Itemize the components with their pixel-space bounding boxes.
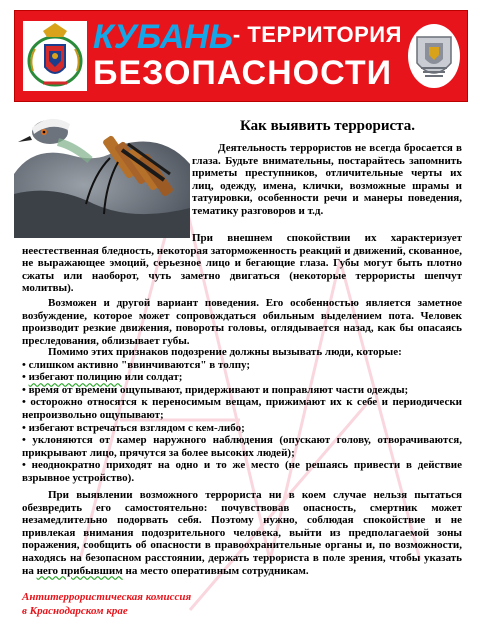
list-item: • осторожно относятся к переносимым вещам, прижимают их к себе и периодически непроизвольно ощупывают;: [22, 396, 462, 421]
paragraph-5: При выявлении возможного террориста ни в коем случае нельзя пытаться обезвредить его самостоятельно: почувствовав опасность, смертник может незамедлительно подорвать себя. Поэтому нужно, соблюдая спокойствие и не привлекая внимания подозрительного человека, выйти из предполагаемой зоны поражения, сообщить об опасности в правоохранительные органы и, по возможности, находясь на безопасном расстоянии, держать террориста в поле зрения, чтобы указать на него прибывшим на место оперативным сотрудникам.: [22, 489, 462, 577]
footer-line2: в Краснодарском крае: [22, 605, 128, 617]
kuban-coat-of-arms-icon: [23, 21, 87, 91]
banner-title-line1: КУБАНЬ- ТЕРРИТОРИЯ: [93, 18, 402, 56]
signs-list: [22, 346, 462, 485]
signs-list-lead: Помимо этих признаков подозрение должны вызывать люди, которые:: [48, 346, 402, 358]
list-item: • неоднократно приходят на одно и то же место (не решаясь привести в действие взрывное устройство).: [22, 459, 462, 484]
paragraph-3: Возможен и другой вариант поведения. Его особенностью является заметное возбуждение, которое может сопровождаться обильным выделением пота. Человек производит резкие движения, повороты головы, оглядывается назад, как бы опасаясь преследования, облизывает губы.: [22, 297, 462, 347]
list-item: • избегают встречаться взглядом с кем-либо;: [22, 421, 245, 434]
paragraph-2: При внешнем спокойствии их характеризует неестественная бледность, некоторая заторможенность реакций и движений, скованное, не выражающее эмоций, серьезное лицо и бегающие глаза. Губы могут быть плотно сжаты или наоборот, чуть заметно двигаться (некоторые террористы шепчут молитвы).: [22, 232, 462, 295]
list-item: • слишком активно "ввинчиваются" в толпу;: [22, 358, 251, 371]
antiterror-committee-shield-icon: [407, 23, 461, 89]
list-item: • уклоняются от камер наружного наблюдения (опускают голову, отворачиваются, прикрывают лицо, прячутся за более высоких людей);: [22, 434, 462, 459]
document-heading: Как выявить террориста.: [240, 118, 415, 134]
header-banner: [14, 10, 468, 102]
list-item: • избегают полицию или солдат;: [22, 371, 183, 384]
banner-title-line2: БЕЗОПАСНОСТИ: [93, 54, 393, 92]
pigeon-with-dynamite-illustration: [14, 104, 190, 238]
list-item: • время от времени ощупывают, придерживают и поправляют части одежды;: [22, 383, 409, 396]
footer-signature: [22, 590, 191, 618]
paragraph-1: Деятельность террористов не всегда бросается в глаза. Будьте внимательны, постарайтесь запомнить приметы преступников, отличительные черты их лиц, одежду, имена, клички, возможные шрамы и татуировки, особенности речи и манеры поведения, тематику разговоров и т.д.: [192, 142, 462, 217]
footer-line1: Антитеррористическая комиссия: [22, 591, 192, 603]
